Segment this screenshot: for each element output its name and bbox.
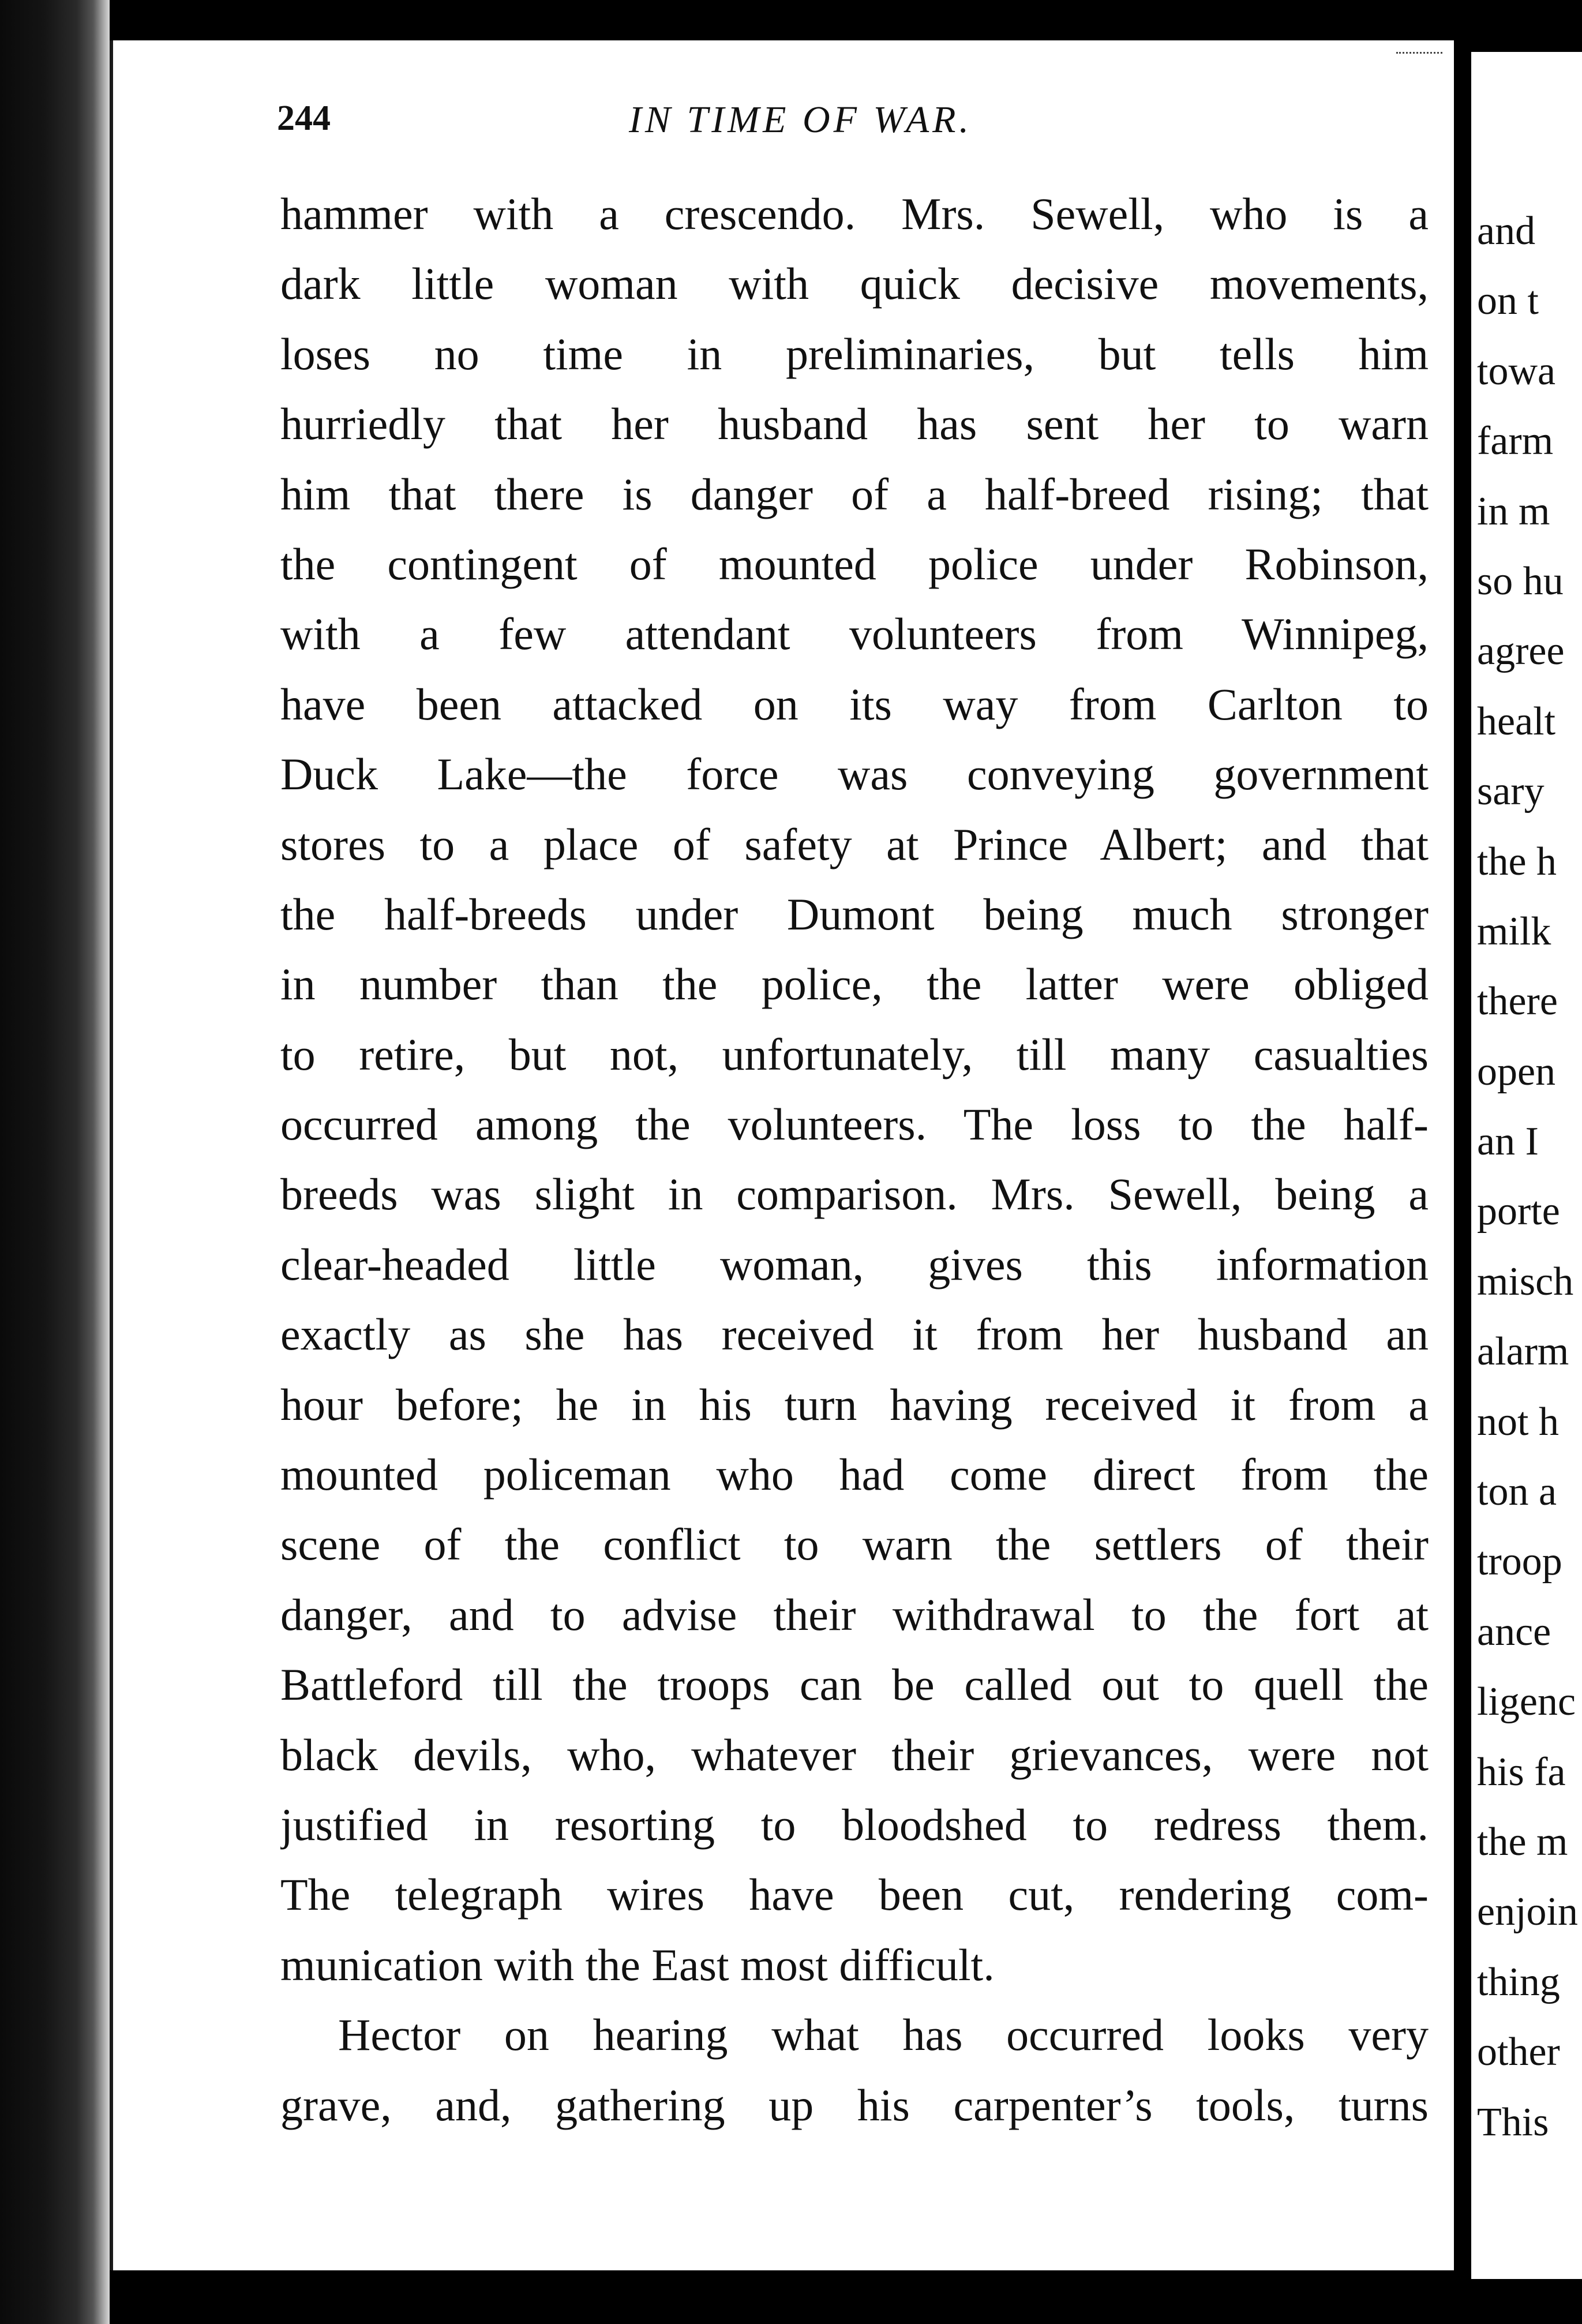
text-line: with a few attendant volunteers from Winnipeg, [280, 609, 1429, 659]
text-line: dark little woman with quick decisive movements, [280, 258, 1429, 309]
text-line: have been attacked on its way from Carlton to [280, 679, 1429, 729]
facing-line: the m [1477, 1819, 1568, 1864]
facing-line: towa [1477, 348, 1556, 393]
facing-line: healt [1477, 699, 1556, 744]
text-line: black devils, who, whatever their grievances, were not [280, 1729, 1429, 1780]
facing-line: so hu [1477, 558, 1564, 604]
facing-line: his fa [1477, 1749, 1566, 1794]
facing-line: on t [1477, 279, 1539, 324]
facing-line: sary [1477, 769, 1544, 814]
left-page-edge [0, 0, 110, 2324]
facing-line: misch [1477, 1259, 1574, 1304]
facing-line: and [1477, 209, 1536, 253]
text-line: exactly as she has received it from her husband an [280, 1309, 1429, 1360]
text-line: stores to a place of safety at Prince Albert; and that [280, 819, 1429, 869]
facing-line: ton a [1477, 1470, 1557, 1515]
text-line: Battleford till the troops can be called out to quell the [280, 1659, 1429, 1710]
text-line: occurred among the volunteers. The loss to the half- [280, 1099, 1429, 1150]
facing-line: thing [1477, 1959, 1560, 2004]
facing-line: an I [1477, 1119, 1539, 1164]
text-line: hour before; he in his turn having received it from a [280, 1379, 1429, 1430]
facing-line: milk [1477, 909, 1551, 954]
facing-line: there [1477, 979, 1558, 1024]
text-line: the contingent of mounted police under Robinson, [280, 538, 1429, 589]
print-speck [1396, 52, 1442, 65]
facing-line: porte [1477, 1189, 1560, 1234]
facing-line: open [1477, 1049, 1556, 1094]
text-line: clear-headed little woman, gives this information [280, 1239, 1429, 1290]
text-line: the half-breeds under Dumont being much stronger [280, 889, 1429, 939]
facing-line: enjoin [1477, 1890, 1578, 1935]
paragraph-end-line: munication with the East most difficult. [280, 1939, 995, 1990]
text-line: grave, and, gathering up his carpenter’s tools, turns [280, 2079, 1429, 2130]
text-line: danger, and to advise their withdrawal to the fort at [280, 1589, 1429, 1640]
body-text [280, 179, 1429, 2140]
text-line: The telegraph wires have been cut, rendering com- [280, 1869, 1429, 1920]
text-line: loses no time in preliminaries, but tells him [280, 328, 1429, 379]
page-header [277, 87, 1431, 156]
paragraph-start-line: Hector on hearing what has occurred looks very [338, 2010, 1429, 2060]
running-head: IN TIME OF WAR. [629, 99, 972, 141]
facing-line: This [1477, 2100, 1549, 2145]
text-line: mounted policeman who had come direct from the [280, 1449, 1429, 1500]
facing-line: farm [1477, 419, 1554, 464]
text-line: breeds was slight in comparison. Mrs. Sewell, being a [280, 1169, 1429, 1220]
page-number: 244 [277, 99, 331, 138]
facing-line: in m [1477, 489, 1550, 534]
facing-line: alarm [1477, 1329, 1569, 1374]
page-bottom-edge [110, 2270, 1471, 2324]
text-line: in number than the police, the latter were obliged [280, 959, 1429, 1010]
text-line: hammer with a crescendo. Mrs. Sewell, who is a [280, 189, 1429, 239]
text-line: hurriedly that her husband has sent her to warn [280, 399, 1429, 449]
book-binding [1454, 0, 1471, 2324]
facing-page [1471, 52, 1582, 2279]
facing-page-text [1477, 196, 1582, 2157]
facing-line: agree [1477, 629, 1565, 674]
facing-line: other [1477, 2030, 1560, 2075]
facing-line: the h [1477, 839, 1557, 884]
facing-line: ligenc [1477, 1680, 1576, 1725]
facing-line: troop [1477, 1539, 1562, 1584]
text-line: him that there is danger of a half-breed rising; that [280, 468, 1429, 519]
facing-line: ance [1477, 1609, 1551, 1654]
text-line: justified in resorting to bloodshed to redress them. [280, 1799, 1429, 1850]
text-line: Duck Lake—the force was conveying government [280, 749, 1429, 800]
facing-line: not h [1477, 1399, 1559, 1444]
text-line: scene of the conflict to warn the settlers of their [280, 1519, 1429, 1570]
text-line: to retire, but not, unfortunately, till many casualties [280, 1029, 1429, 1079]
